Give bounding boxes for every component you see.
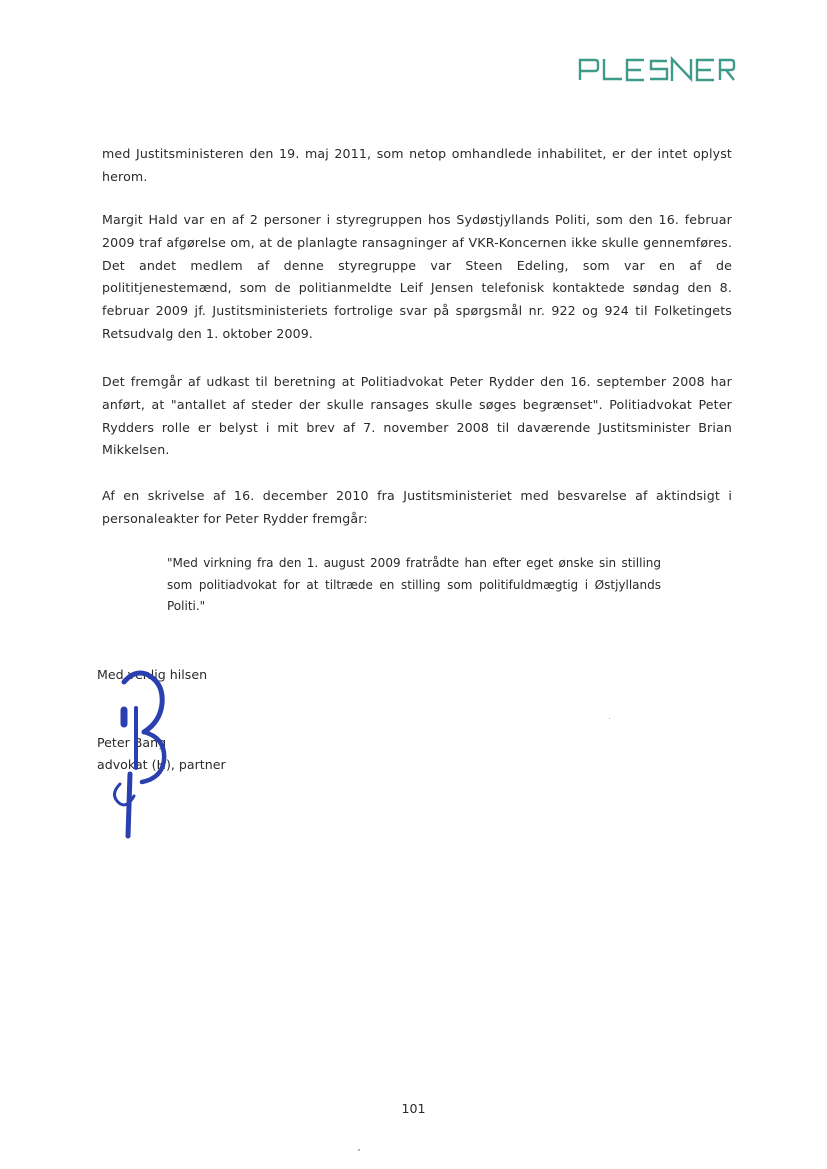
page-number: 101 bbox=[401, 1101, 426, 1116]
closing-greeting: Med venlig hilsen bbox=[97, 667, 208, 682]
scan-speck bbox=[609, 718, 610, 719]
paragraph-beretning: Det fremgår af udkast til beretning at Politiadvokat Peter Rydder den 16. september 2008 har anført, at "antallet af steder der skulle ransages skulle søges begrænset". Politiadvokat Peter Rydders rolle er belyst i mit brev af 7. november 2008 til daværende Justitsminister Brian Mikkelsen. bbox=[102, 374, 732, 458]
paragraph-styregruppe: Margit Hald var en af 2 personer i styregruppen hos Sydøstjyllands Politi, som den 16. februar 2009 traf afgørelse om, at de planlagte ransagninger af VKR-Koncernen ikke skulle gennemføres. Det andet medlem af denne styregruppe var Steen Edeling, som var en af de polititjenestemænd, som de politianmeldte Leif Jensen telefonisk kontaktede søndag den 8. februar 2009 jf. Justitsministeriets fortrolige svar på spørgsmål nr. 922 og 924 til Folketingets Retsudvalg den 1. oktober 2009. bbox=[102, 212, 732, 341]
paragraph-continuation: med Justitsministeren den 19. maj 2011, som netop omhandlede inhabilitet, er der intet oplyst herom. bbox=[102, 146, 732, 184]
signer-name: Peter Bang bbox=[97, 735, 167, 750]
block-quote: "Med virkning fra den 1. august 2009 fratrådte han efter eget ønske sin stilling som politiadvokat for at tiltræde en stilling som politifuldmægtig i Østjyllands Politi." bbox=[167, 556, 661, 614]
paragraph-aktindsigt: Af en skrivelse af 16. december 2010 fra Justitsministeriet med besvarelse af aktindsigt i personaleakter for Peter Rydder fremgår: bbox=[102, 488, 732, 526]
scan-speck bbox=[358, 1149, 360, 1151]
signer-title: advokat (H), partner bbox=[97, 757, 226, 772]
plesner-logo bbox=[578, 56, 736, 82]
